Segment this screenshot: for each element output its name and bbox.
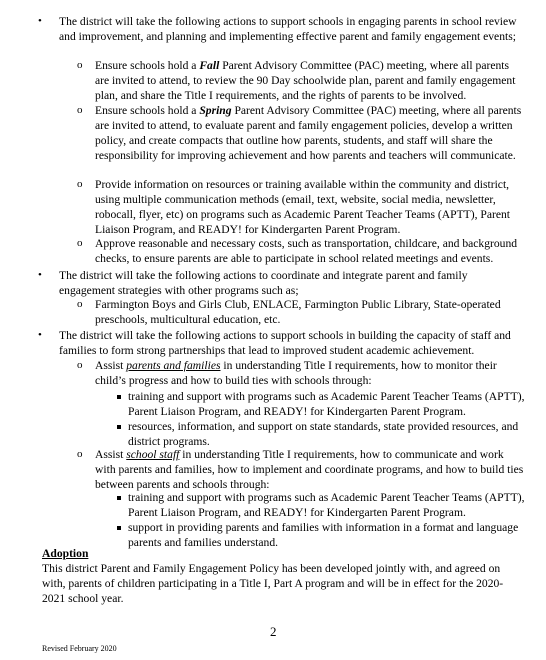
bullet-marker: •: [38, 15, 42, 27]
square-bullet-marker: [117, 395, 121, 399]
page-number: 2: [270, 624, 277, 639]
section-1-item-4: Approve reasonable and necessary costs, such as transportation, childcare, and background checks, to ensure parents are able to participate in school related meetings and events.: [95, 237, 518, 265]
adoption-text: This district Parent and Family Engagement Policy has been developed jointly with, and agreed on with, parents of children participating in a Title I, Part A program and will be in effect for the 2020-2021 school year.: [42, 562, 504, 605]
sub-bullet-marker: o: [77, 178, 83, 190]
square-bullet-marker: [117, 526, 121, 530]
sub-bullet-marker: o: [77, 298, 83, 310]
sub-bullet-marker: o: [77, 104, 83, 116]
section-3-item-2-sub-2: support in providing parents and families with information in a format and language parents and families understand.: [128, 521, 519, 549]
sub-bullet-marker: o: [77, 359, 83, 371]
section-2-item-1: Farmington Boys and Girls Club, ENLACE, Farmington Public Library, State-operated preschools, multicultural education, etc.: [95, 298, 501, 326]
section-1-text: The district will take the following actions to support schools in engaging parents in school review and improvement, and planning and implementing effective parent and family engagement events;: [59, 15, 517, 43]
section-2-text: The district will take the following actions to coordinate and integrate parent and family engagement strategies with other programs such as;: [59, 269, 468, 297]
section-3-item-2-sub-1: training and support with programs such as Academic Parent Teacher Teams (APTT), Parent Liaison Program, and READY! for Kindergarten Parent Program.: [128, 491, 525, 519]
bullet-marker: •: [38, 269, 42, 281]
section-1-item-3: Provide information on resources or training available within the community and district, using multiple communication methods (email, text, website, social media, newsletter, robocall, flyer, etc) on programs such as Academic Parent Teacher Teams (APTT), Parent Liaison Program, and READY! for Kindergarten Parent Program.: [95, 178, 511, 236]
square-bullet-marker: [117, 496, 121, 500]
bullet-marker: •: [38, 329, 42, 341]
square-bullet-marker: [117, 425, 121, 429]
section-1-item-1: Ensure schools hold a Fall Parent Advisory Committee (PAC) meeting, where all parents are invited to attend, to review the 90 Day schoolwide plan, parent and family engagement plan, and share the Title I requirements, and the rights of parents to be involved.: [95, 59, 516, 102]
revision-footer: Revised February 2020: [42, 644, 117, 653]
sub-bullet-marker: o: [77, 59, 83, 71]
sub-bullet-marker: o: [77, 448, 83, 460]
section-1-item-2: Ensure schools hold a Spring Parent Advisory Committee (PAC) meeting, where all parents are invited to attend, to evaluate parent and family engagement policies, develop a written policy, and create compacts that outline how parents, students, and staff will share the responsibility for improving achievement and how parents and teachers will communicate.: [95, 104, 522, 162]
section-3-text: The district will take the following actions to support schools in building the capacity of staff and families to form strong partnerships that lead to improved student academic achievement.: [59, 329, 511, 357]
section-3-item-1: Assist parents and families in understanding Title I requirements, how to monitor their child’s progress and how to build ties with schools through:: [95, 359, 497, 387]
section-3-item-1-sub-1: training and support with programs such as Academic Parent Teacher Teams (APTT), Parent Liaison Program, and READY! for Kindergarten Parent Program.: [128, 390, 525, 418]
adoption-heading: Adoption: [42, 547, 89, 560]
section-3-item-1-sub-2: resources, information, and support on state standards, state provided resources, and district programs.: [128, 420, 519, 448]
sub-bullet-marker: o: [77, 237, 83, 249]
section-3-item-2: Assist school staff in understanding Title I requirements, how to communicate and work with parents and families, how to implement and coordinate programs, and how to build ties between parents and schools through:: [95, 448, 524, 491]
